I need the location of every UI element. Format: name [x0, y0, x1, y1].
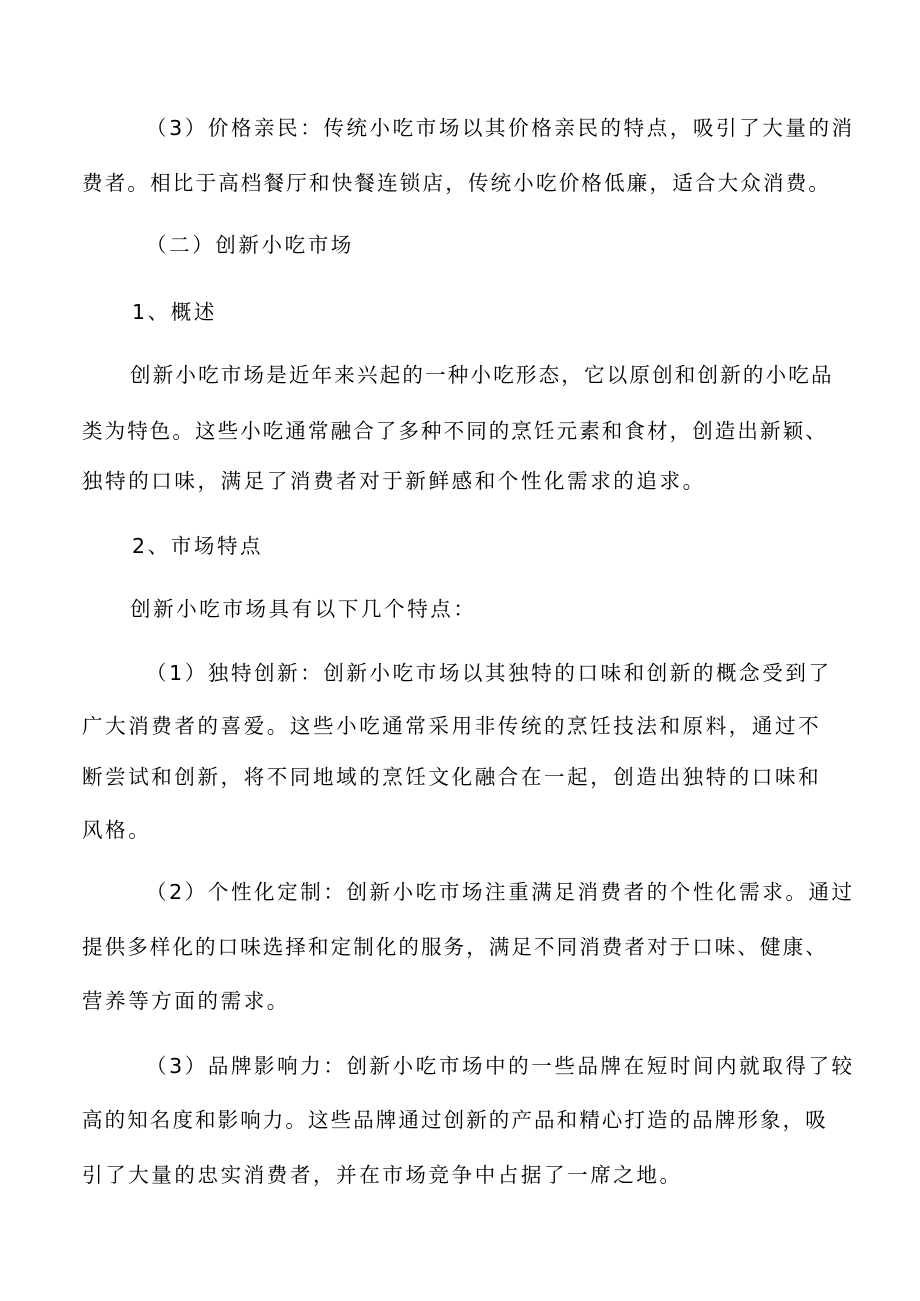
paragraph-line: 广大消费者的喜爱。这些小吃通常采用非传统的烹饪技法和原料，通过不 [82, 714, 822, 738]
paragraph-line: 营养等方面的需求。 [82, 989, 290, 1013]
paragraph-line: 风格。 [82, 818, 152, 842]
paragraph-line: （3）价格亲民：传统小吃市场以其价格亲民的特点，吸引了大量的消 [146, 116, 855, 140]
paragraph-line: （2）个性化定制：创新小吃市场注重满足消费者的个性化需求。通过 [146, 880, 855, 904]
paragraph-line: 费者。相比于高档餐厅和快餐连锁店，传统小吃价格低廉，适合大众消费。 [82, 171, 832, 195]
paragraph-line: 独特的口味，满足了消费者对于新鲜感和个性化需求的追求。 [82, 469, 706, 493]
paragraph-line: （1）独特创新：创新小吃市场以其独特的口味和创新的概念受到了 [146, 661, 832, 685]
paragraph-features-intro: 创新小吃市场具有以下几个特点： [130, 597, 477, 621]
paragraph-line: 类为特色。这些小吃通常融合了多种不同的烹饪元素和食材，创造出新颖、 [82, 419, 828, 443]
paragraph-line: 提供多样化的口味选择和定制化的服务，满足不同消费者对于口味、健康、 [82, 935, 828, 959]
section-heading-innovative-snack-market: （二）创新小吃市场 [146, 233, 354, 257]
subheading-overview: 1、概述 [132, 300, 217, 324]
paragraph-line: （3）品牌影响力：创新小吃市场中的一些品牌在短时间内就取得了较 [146, 1054, 855, 1078]
paragraph-line: 高的知名度和影响力。这些品牌通过创新的产品和精心打造的品牌形象，吸 [82, 1108, 828, 1132]
paragraph-line: 断尝试和创新，将不同地域的烹饪文化融合在一起，创造出独特的口味和 [82, 765, 822, 789]
subheading-market-features: 2、市场特点 [132, 534, 264, 558]
paragraph-line: 创新小吃市场是近年来兴起的一种小吃形态，它以原创和创新的小吃品 [130, 363, 834, 387]
paragraph-line: 引了大量的忠实消费者，并在市场竞争中占据了一席之地。 [82, 1163, 683, 1187]
